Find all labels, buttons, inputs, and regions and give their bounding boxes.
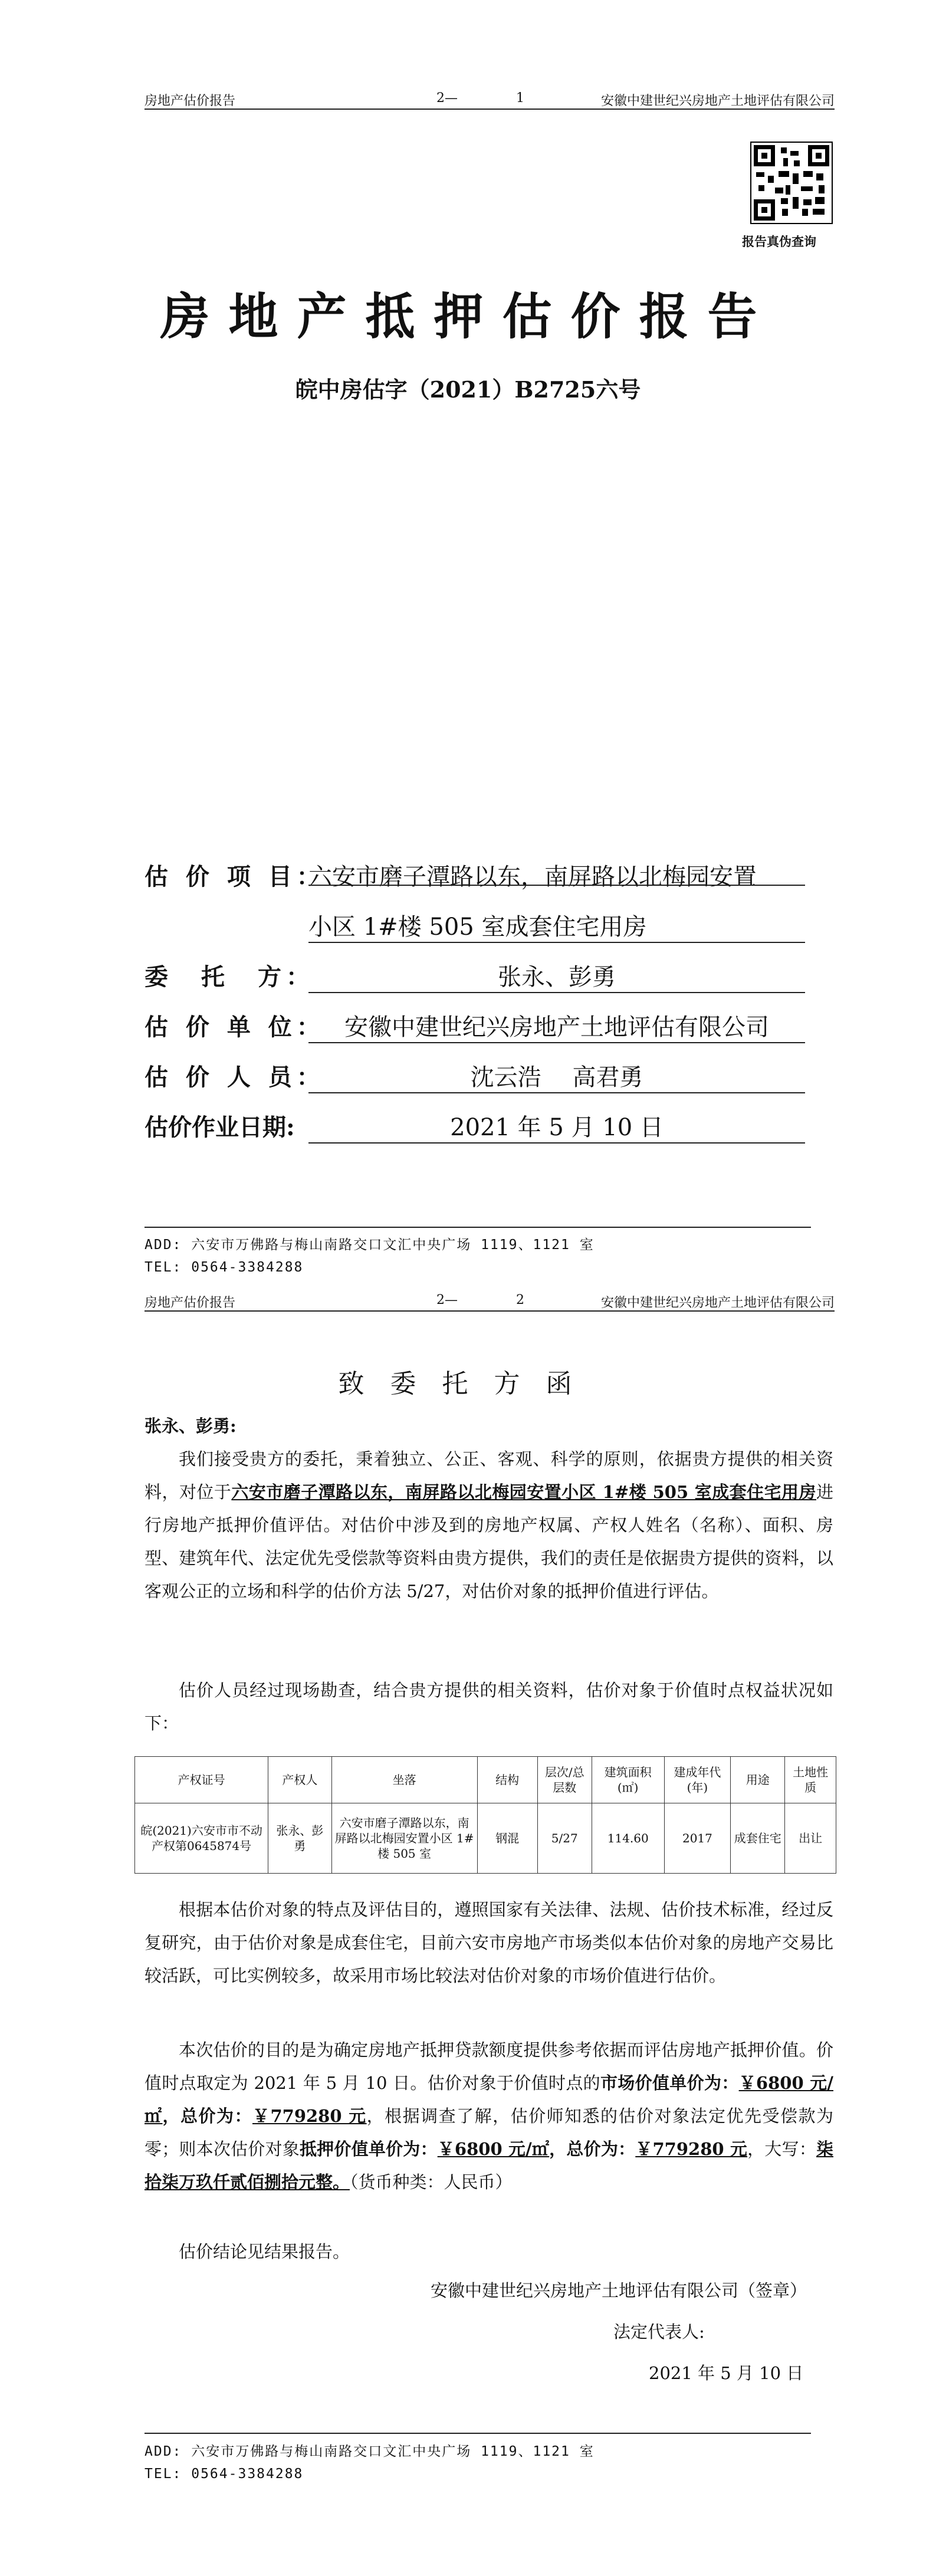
signature-date: 2021 年 5 月 10 日 [649,2363,804,2383]
project-value-line2: 小区 1#楼 505 室成套住宅用房 [308,908,805,943]
mortgage-total-price: ￥779280 元 [635,2139,748,2159]
th-owner: 产权人 [268,1757,331,1803]
salutation: 张永、彭勇: [144,1416,237,1436]
uppercase-label: ，大写： [747,2139,816,2159]
th-floor: 层次/总层数 [537,1757,592,1803]
td-year: 2017 [664,1803,731,1874]
header-page-prefix: 2— [436,91,458,106]
report-title: 房地产抵押估价报告 [160,287,776,346]
info-project [144,858,805,893]
paragraph-3: 根据本估价对象的特点及评估目的，遵照国家有关法律、法规、估价技术标准，经过反复研究，由于估价对象是成套住宅，目前六安市房地产市场类似本估价对象的房地产交易比较活跃，可比实例较多，故采用市场比较法对估价对象的市场价值进行估价。 [144,1900,833,1986]
paragraph-4 [144,2033,833,2199]
letter-title: 致委托方函 [338,1369,598,1399]
info-project-cont [144,908,805,944]
staff-value: 沈云浩 高君勇 [308,1059,805,1093]
header-page-number: 2 [516,1293,524,1307]
market-total-price: ￥779280 元 [252,2106,367,2126]
document-number: 皖中房估字（2021）B2725六号 [295,376,641,403]
header-company: 安徽中建世纪兴房地产土地评估有限公司 [600,1296,835,1310]
footer-address: ADD: 六安市万佛路与梅山南路交口文汇中央广场 1119、1121 室 [144,2444,595,2459]
page2-header [144,1290,835,1312]
th-location: 坐落 [331,1757,477,1803]
th-cert-no: 产权证号 [135,1757,268,1803]
market-total-label: ，总价为： [162,2106,252,2126]
paragraph-2: 估价人员经过现场勘查，结合贵方提供的相关资料，估价对象于价值时点权益状况如下： [144,1680,833,1733]
legal-representative: 法定代表人: [613,2322,705,2342]
paragraph-1 [144,1443,833,1608]
property-table [134,1756,836,1874]
td-location: 六安市磨子潭路以东，南屏路以北梅园安置小区 1#楼 505 室 [331,1803,477,1874]
para4-middle: ，根据调查了解，估价师知悉的估价对象法定优先受偿款为零；则本次估价对象 [144,2106,833,2159]
footer-tel: TEL: 0564-3384288 [144,1260,304,1275]
market-unit-price: ￥6800 元/㎡ [144,2073,833,2126]
table-header-row [135,1757,836,1803]
th-year: 建成年代(年) [664,1757,731,1803]
unit-label: 估 价 单 位： [144,1013,325,1041]
uppercase-amount: 柒拾柒万玖仟贰佰捌拾元整。 [144,2139,833,2192]
page1-header [144,88,835,110]
client-value: 张永、彭勇 [308,958,805,993]
header-page-number: 1 [516,91,524,106]
signature-company: 安徽中建世纪兴房地产土地评估有限公司（签章） [431,2281,807,2301]
th-structure: 结构 [477,1757,537,1803]
page2-footer-rule [144,2433,811,2434]
td-use: 成套住宅 [731,1803,785,1874]
td-area: 114.60 [592,1803,664,1874]
td-cert-no: 皖(2021)六安市市不动产权第0645874号 [135,1803,268,1874]
mortgage-total-label: ，总价为： [549,2139,636,2159]
header-company: 安徽中建世纪兴房地产土地评估有限公司 [600,94,835,109]
paragraph-5: 估价结论见结果报告。 [179,2242,350,2262]
qr-code-icon[interactable] [750,142,833,224]
footer-tel: TEL: 0564-3384288 [144,2466,304,2482]
para1-property: 六安市磨子潭路以东，南屏路以北梅园安置小区 1#楼 505 室成套住宅用房 [231,1482,816,1502]
para1-intro: 我们接受贵方的委托，秉着独立、公正、客观、科学的原则，依据贵方提供的相关资料，对位于 [144,1449,833,1502]
qr-caption: 报告真伪查询 [742,234,816,249]
unit-value: 安徽中建世纪兴房地产土地评估有限公司 [308,1008,805,1043]
th-use: 用途 [731,1757,785,1803]
info-unit [144,1008,805,1044]
table-row [135,1803,836,1874]
header-report-name: 房地产估价报告 [144,94,236,109]
th-area: 建筑面积(㎡) [592,1757,664,1803]
para4-intro: 本次估价的目的是为确定房地产抵押贷款额度提供参考依据而评估房地产抵押价值。价值时点取定为 2021 年 5 月 10 日。估价对象于价值时点的 [144,2040,833,2093]
mortgage-unit-label: 抵押价值单价为： [299,2139,438,2159]
info-staff [144,1059,805,1094]
header-page-prefix: 2— [436,1293,458,1307]
header-report-name: 房地产估价报告 [144,1296,236,1310]
date-label: 估价作业日期: [144,1113,295,1141]
td-structure: 钢混 [477,1803,537,1874]
td-land: 出让 [785,1803,836,1874]
td-floor: 5/27 [537,1803,592,1874]
market-unit-label: 市场价值单价为： [600,2073,739,2093]
client-label: 委 托 方： [144,963,314,991]
page2-footer [144,2440,595,2485]
staff-label: 估 价 人 员： [144,1063,325,1091]
project-label: 估 价 项 目： [144,863,325,891]
project-underline [308,885,805,886]
info-client [144,958,805,994]
mortgage-unit-price: ￥6800 元/㎡ [437,2139,550,2159]
currency-note: （货币种类：人民币） [350,2172,513,2192]
info-date [144,1109,805,1144]
th-land: 土地性质 [785,1757,836,1803]
project-value-line1: 六安市磨子潭路以东，南屏路以北梅园安置 [308,863,757,891]
page1-footer [144,1234,595,1279]
date-value: 2021 年 5 月 10 日 [308,1109,805,1144]
page1-footer-rule [144,1227,811,1228]
para1-body: 进行房地产抵押价值评估。对估价中涉及到的房地产权属、产权人姓名（名称）、面积、房型、建筑年代、法定优先受偿款等资料由贵方提供，我们的责任是依据贵方提供的资料，以客观公正的立场和科学的估价方法 5/27，对估价对象的抵押价值进行评估。 [144,1482,833,1601]
td-owner: 张永、彭勇 [268,1803,331,1874]
footer-address: ADD: 六安市万佛路与梅山南路交口文汇中央广场 1119、1121 室 [144,1237,595,1253]
